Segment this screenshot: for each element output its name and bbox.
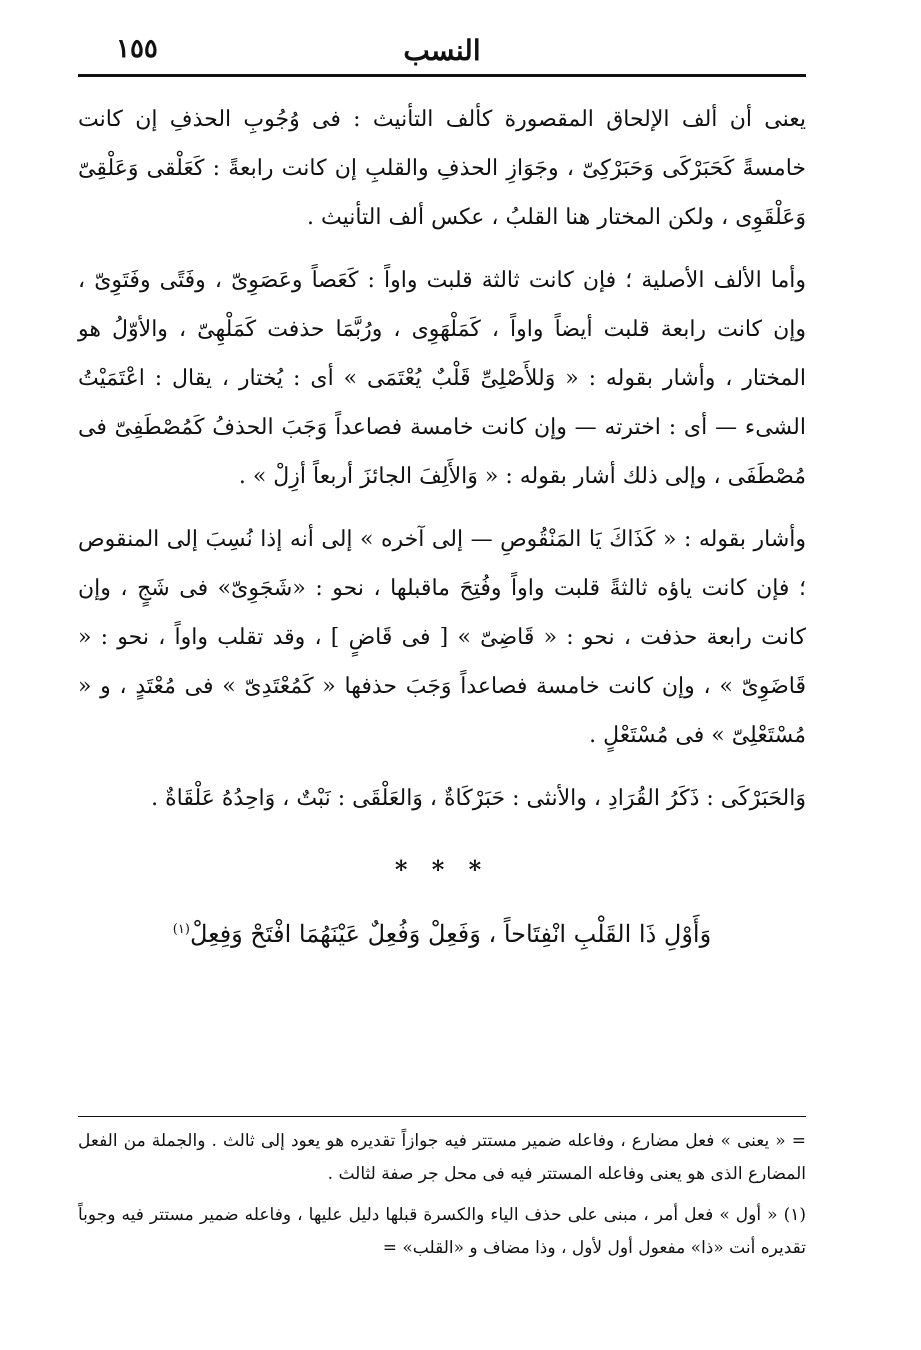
footnotes [78,1116,806,1265]
section-separator: * * * [394,855,490,884]
paragraph: وأما الألف الأصلية ؛ فإن كانت ثالثة قلبت واواً : كَعَصاً وعَصَوِىّ ، وفَتًى وفَتَوِىّ ، وإن كانت رابعة قلبت أيضاً واواً ، كَمَلْهَوِى ، ورُبَّمَا حذفت كَمَلْهِىّ ، والأوّلُ هو المختار ، وأشار بقوله : « وَللأَصْلِىِّ قَلْبٌ يُعْتَمَى » أى : يُختار ، يقال : اعْتَمَيْتُ الشىء — أى : اخترته — وإن كانت خامسة فصاعداً وَجَبَ الحذفُ كَمُصْطَفِىّ فى مُصْطَفَى ، وإلى ذلك أشار بقوله : « وَالأَلِفَ الجائزَ أربعاً أزِلْ » . [78,268,806,489]
paragraph: وَالحَبَرْكَى : ذَكَرُ القُرَادِ ، والأنثى : حَبَرْكَاةٌ ، وَالعَلْقَى : نَبْتٌ ، وَاحِدُهُ عَلْقَاةٌ . [151,786,806,811]
footnote: (١) « أول » فعل أمر ، مبنى على حذف الياء والكسرة قبلها دليل عليها ، وفاعله ضمير مستتر فيه وجوباً تقديره أنت «ذا» مفعول أول لأول ، وذا مضاف و «القلب» = [78,1205,806,1258]
page-number: ١٥٥ [116,34,158,64]
running-title: النسب [403,34,481,67]
footnote: = « يعنى » فعل مضارع ، وفاعله ضمير مستتر فيه جوازاً تقديره هو يعود إلى ثالث . والجملة من الفعل المضارع الذى هو يعنى وفاعله المستتر فيه فى محل جر صفة لثالث . [78,1131,806,1184]
footnote-reference: (١) [172,922,190,937]
main-text [78,95,806,956]
verse-line [78,908,806,956]
paragraph: يعنى أن ألف الإلحاق المقصورة كألف التأنيث : فى وُجُوبِ الحذفِ إن كانت خامسةً كَحَبَرْكَى وَحَبَرْكِىّ ، وجَوَازِ الحذفِ والقلبِ إن كانت رابعةً : كَعَلْقى وَعَلْقِىّ وَعَلْقَوِى ، ولكن المختار هنا القلبُ ، عكس ألف التأنيث . [78,107,806,230]
page-header [78,30,806,77]
book-page [78,30,806,1330]
verse-text: وَأَوْلِ ذَا القَلْبِ انْفِتَاحاً ، وَفَعِلْ وَفُعِلٌ عَيْنَهُمَا افْتَحْ وَفِعِلْ [189,920,712,948]
paragraph: وأشار بقوله : « كَذَاكَ يَا المَنْقُوصِ — إلى آخره » إلى أنه إذا نُسِبَ إلى المنقوص ؛ فإن كانت ياؤه ثالثةً قلبت واواً وفُتِحَ ماقبلها ، نحو : «شَجَوِىّ» فى شَجٍ ، وإن كانت رابعة حذفت ، نحو : « قَاضِىّ » [ فى قَاضٍ ] ، وقد تقلب واواً ، نحو : « قَاضَوِىّ » ، وإن كانت خامسة فصاعداً وَجَبَ حذفها « كَمُعْتَدِىّ » فى مُعْتَدٍ ، و « مُسْتَعْلِىّ » فى مُسْتَعْلٍ . [78,527,806,748]
